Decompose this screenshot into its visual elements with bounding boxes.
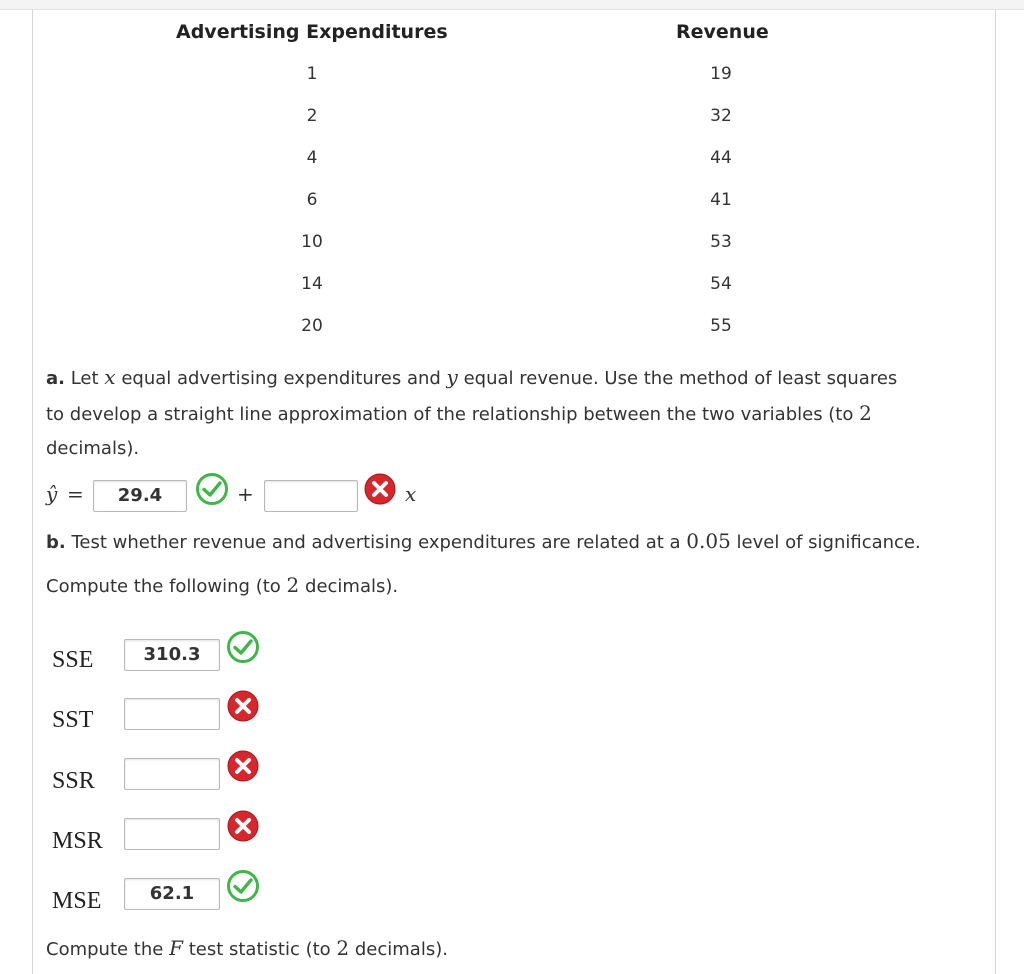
msr-input[interactable] bbox=[124, 818, 220, 850]
y-hat: ŷ bbox=[46, 482, 58, 506]
mse-label: MSE bbox=[52, 888, 102, 914]
f-symbol: F bbox=[169, 936, 183, 960]
f-text-2: test statistic (to bbox=[188, 939, 331, 960]
table-header-revenue: Revenue bbox=[676, 21, 769, 43]
var-x-eq: x bbox=[405, 482, 417, 506]
rev-cell: 55 bbox=[710, 316, 732, 336]
error-x-icon bbox=[226, 809, 260, 843]
part-b-text-2: level of significance. bbox=[736, 532, 921, 553]
part-a-text-2: equal advertising expenditures and bbox=[121, 368, 441, 389]
f-statistic-prompt bbox=[46, 931, 448, 967]
adv-cell: 6 bbox=[306, 190, 318, 210]
sse-input[interactable]: 310.3 bbox=[124, 639, 220, 671]
sse-label: SSE bbox=[52, 647, 94, 673]
error-x-icon bbox=[226, 749, 260, 783]
part-a-text-1: Let bbox=[70, 368, 99, 389]
adv-cell: 14 bbox=[301, 274, 323, 294]
rev-cell: 19 bbox=[710, 64, 732, 84]
var-y: y bbox=[446, 365, 458, 389]
adv-cell: 2 bbox=[306, 106, 318, 126]
part-a-line-2: to develop a straight line approximation of the relationship between the two variables (to bbox=[46, 404, 854, 425]
error-x-icon bbox=[226, 689, 260, 723]
table-header-advertising: Advertising Expenditures bbox=[176, 21, 448, 43]
compute-text-2: decimals). bbox=[305, 576, 399, 597]
adv-cell: 4 bbox=[306, 148, 318, 168]
rev-cell: 54 bbox=[710, 274, 732, 294]
check-circle-icon bbox=[226, 869, 260, 903]
part-a-label: a. bbox=[46, 368, 65, 389]
ssr-label: SSR bbox=[52, 768, 95, 794]
sst-input[interactable] bbox=[124, 698, 220, 730]
f-text-1: Compute the bbox=[46, 939, 164, 960]
rev-cell: 53 bbox=[710, 232, 732, 252]
part-b-label: b. bbox=[46, 532, 66, 553]
msr-label: MSR bbox=[52, 828, 103, 854]
decimals-number: 2 bbox=[336, 936, 350, 960]
part-b-text bbox=[46, 524, 1006, 560]
rev-cell: 41 bbox=[710, 190, 732, 210]
equals-sign: = bbox=[67, 482, 84, 506]
adv-cell: 1 bbox=[306, 64, 318, 84]
compute-following bbox=[46, 568, 398, 604]
compute-text-1: Compute the following (to bbox=[46, 576, 281, 597]
sst-label: SST bbox=[52, 707, 94, 733]
plus-sign: + bbox=[237, 482, 254, 506]
part-b-text-1: Test whether revenue and advertising expenditures are related at a bbox=[71, 532, 681, 553]
part-a-text bbox=[46, 360, 986, 466]
intercept-input[interactable]: 29.4 bbox=[93, 480, 187, 512]
var-x: x bbox=[104, 365, 116, 389]
rev-cell: 32 bbox=[710, 106, 732, 126]
check-circle-icon bbox=[195, 472, 229, 506]
alpha-value: 0.05 bbox=[686, 529, 731, 553]
check-circle-icon bbox=[226, 630, 260, 664]
slope-input[interactable] bbox=[264, 480, 358, 512]
part-a-text-3: equal revenue. Use the method of least squares bbox=[463, 368, 898, 389]
mse-input[interactable]: 62.1 bbox=[124, 878, 220, 910]
rev-cell: 44 bbox=[710, 148, 732, 168]
error-x-icon bbox=[363, 472, 397, 506]
ssr-input[interactable] bbox=[124, 758, 220, 790]
decimals-number: 2 bbox=[286, 573, 300, 597]
adv-cell: 10 bbox=[301, 232, 323, 252]
adv-cell: 20 bbox=[301, 316, 323, 336]
part-a-line-3: decimals). bbox=[46, 438, 140, 459]
decimals-number: 2 bbox=[859, 401, 872, 425]
f-text-3: decimals). bbox=[354, 939, 448, 960]
